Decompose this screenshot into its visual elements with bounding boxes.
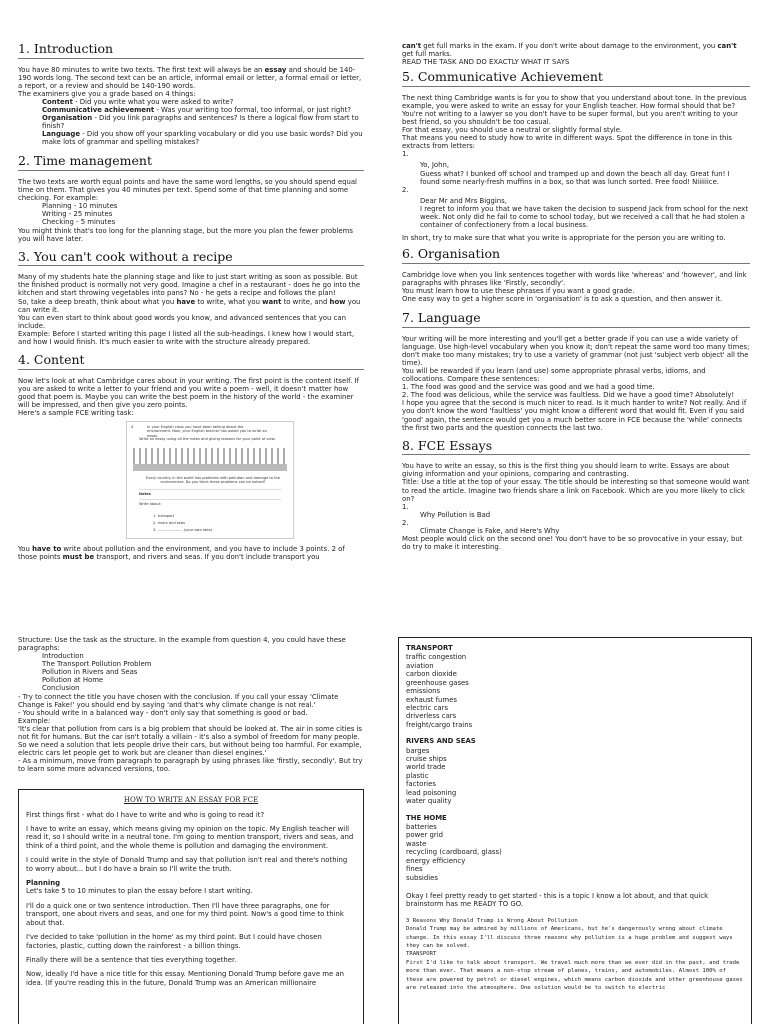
ruled-line <box>139 489 281 490</box>
recipe-section-body <box>18 273 364 346</box>
section-heading-fce-essays: 8. FCE Essays <box>402 439 750 456</box>
list-item: Introduction <box>42 652 84 661</box>
essays-paragraph: You have to write an essay, so this is the first thing you should learn to write. Essays are about giving information and your opinions, comparing and contrasting. <box>402 462 730 479</box>
vocab-item: subsidies <box>406 873 438 882</box>
content-paragraph: Now let's look at what Cambridge cares about in your writing. The first point is the content itself. If you are asked to write a letter to your friend and you write a poem - well, it doesn't matter how good that poem is. Maybe you can write the best poem in the history of the world - the examiner will be impressed, and then give you zero points. <box>18 376 359 409</box>
page2-left-column <box>18 636 364 773</box>
communicative-paragraph: The next thing Cambridge wants is for you to show that you understand about tone. In the previous example, you were asked to write an essay for your English teacher. How formal should that be? You're not writing to a lawyer so you don't have to be super formal, but you aren't writing to your best friend, so you shouldn't be too casual. <box>402 93 747 127</box>
vocab-item: fines <box>406 865 423 874</box>
intro-paragraph: You have 80 minutes to write two texts. The first text will always be an essay and should be 140-190 words long. The second text can be an article, informal email or letter, a formal email or letter, a report, or a review and should be 140-190 words. The examiners give you a grade based on 4 things: <box>18 65 362 98</box>
essay-guide-paragraph: I have to write an essay, which means giving my opinion on the topic. My English teacher will read it, so I should write in a neutral tone. I'm going to mention transport, rivers and seas, and think of a third point, and the whole theme is pollution and damaging the environment. <box>26 824 354 850</box>
task-number: 4 <box>131 425 134 429</box>
content-paragraph: You have to write about pollution and the environment, and you have to include 3 points. 2 of those points must be transport, and rivers and seas. If you don't include transport you <box>18 545 345 562</box>
language-body <box>402 335 750 432</box>
tip-paragraph: - You should write in a balanced way - don't only say that something is good or bad. <box>18 708 308 717</box>
content-continuation: can't get full marks in the exam. If you don't write about damage to the environment, you can't get full marks. READ THE TASK AND DO EXACTLY WHAT IT SAYS <box>402 42 737 67</box>
draft-title: 3 Reasons Why Donald Trump is Wrong About Pollution <box>406 917 578 924</box>
list-item: The Transport Pollution Problem <box>42 660 152 669</box>
paragraph-list <box>18 652 364 692</box>
example-label: Example: <box>18 716 51 725</box>
vocab-heading-rivers-seas: RIVERS AND SEAS <box>406 737 476 746</box>
time-breakdown-list <box>18 202 364 226</box>
task-intro: In your English class you have been talking about the environment. Now, your English teacher has asked you to write an essay. <box>147 425 267 438</box>
section-heading-recipe: 3. You can't cook without a recipe <box>18 250 364 267</box>
communicative-paragraph: In short, try to make sure that what you write is appropriate for the person you are writing to. <box>402 234 726 243</box>
vocab-item: cruise ships <box>406 755 447 764</box>
task-question: Every country in the world has problems with pollution and damage to the environment. Do you think these problems can be solved? <box>145 476 281 485</box>
organisation-paragraph: Cambridge love when you link sentences together with words like 'whereas' and 'however', and link paragraphs with phrases like 'Firstly, secondly'. <box>402 270 747 287</box>
organisation-paragraph: You must learn how to use these phrases if you want a good grade. <box>402 286 635 295</box>
communicative-paragraph: For that essay, you should use a neutral or slightly formal style. <box>402 126 623 135</box>
letter-number: 1. <box>402 150 409 159</box>
tip-paragraph: - Try to connect the title you have chosen with the conclusion. If you call your essay 'Climate Change is Fake!' you should end by saying 'and that's why climate change is not real.' <box>18 692 339 709</box>
vocab-item: emissions <box>406 687 441 696</box>
vocab-item: plastic <box>406 771 429 780</box>
essay-guide-paragraph: I've decided to take 'pollution in the home' as my third point. But I could have chosen factories, plastic, cutting down the rainforest - a billion things. <box>26 933 322 950</box>
vocab-item: exhaust fumes <box>406 695 457 704</box>
list-item: Planning - 10 minutes <box>42 202 118 211</box>
section-heading-introduction: 1. Introduction <box>18 42 364 59</box>
handwritten-draft <box>406 917 744 993</box>
criteria-item: Content - Did you write what you were asked to write? <box>42 97 234 106</box>
language-example: 2. The food was delicious, while the service was faultless. Did we have a good time? Absolutely! <box>402 391 735 400</box>
task-item: 2. rivers and seas <box>153 521 185 525</box>
vocab-item: lead poisoning <box>406 788 457 797</box>
list-item: Conclusion <box>42 684 80 693</box>
criteria-item: Communicative achievement - Was your writing too formal, too informal, or just right? <box>42 106 351 115</box>
recipe-paragraph: You can even start to think about good words you know, and advanced sentences that you can include. <box>18 313 346 330</box>
essay-guide-title: HOW TO WRITE AN ESSAY FOR FCE <box>123 796 259 804</box>
letter-body: I regret to inform you that we have taken the decision to suspend Jack from school for the next week. Not only did he fail to come to school today, but we received a call that he had stolen a container of confectionery from a local business. <box>420 204 749 230</box>
task-write-about: Write about: <box>139 502 162 506</box>
vocab-item: world trade <box>406 763 446 772</box>
tip-paragraph: - As a minimum, move from paragraph to paragraph by using phrases like 'firstly, secondly'. But try to learn some more advanced versions, too. <box>18 757 363 774</box>
vocab-item: factories <box>406 780 436 789</box>
section-heading-language: 7. Language <box>402 311 750 328</box>
vocab-list-transport <box>406 653 744 729</box>
recipe-paragraph: So, take a deep breath, think about what you have to write, what you want to write, and how you can write it. <box>18 297 361 314</box>
notebook-band <box>133 464 287 471</box>
title-option-number: 1. <box>402 502 409 511</box>
list-item: Writing - 25 minutes <box>42 210 113 219</box>
title-option: Climate Change is Fake, and Here's Why <box>420 526 560 535</box>
time-paragraph: The two texts are worth equal points and have the same word lengths, so you should spend equal time on them. That gives you 40 minutes per text. Spend some of that time planning and some checking. For example: <box>18 178 357 203</box>
letter-greeting: Yo, John, <box>420 161 450 170</box>
fce-essays-body <box>402 462 750 551</box>
organisation-paragraph: One easy way to get a higher score in 'organisation' is to ask a question, and then answer it. <box>402 295 723 304</box>
title-option-number: 2. <box>402 518 409 527</box>
communicative-body <box>402 94 750 229</box>
grading-criteria-list <box>18 98 364 146</box>
page1-left-column <box>18 40 364 566</box>
task-item: 1. transport <box>153 514 175 518</box>
draft-paragraph: First I'd like to talk about transport. We travel much more than we ever did in the past, and trade more than ever. That means a non-stop stream of planes, trains, and automobiles. Almost 100% of these are powered by petrol or diesel engines, which means carbon dioxide and other greenhouse gases are released into the atmosphere. One solution would be to switch to electric <box>406 959 743 991</box>
vocab-item: barges <box>406 746 430 755</box>
section-heading-content: 4. Content <box>18 353 364 370</box>
essay-guide-paragraph: Planning Let's take 5 to 10 minutes to plan the essay before I start writing. <box>26 879 253 896</box>
task-notes-label: Notes <box>139 492 151 496</box>
notebook-rings <box>133 448 287 464</box>
vocab-item: traffic congestion <box>406 653 467 662</box>
essay-guide-box <box>18 789 364 1024</box>
language-paragraph: You will be rewarded if you learn (and use) some appropriate phrasal verbs, idioms, and collocations. Compare these sentences: <box>402 367 706 384</box>
section-heading-organisation: 6. Organisation <box>402 247 750 264</box>
language-paragraph: I hope you agree that the second is much nicer to read. Is it much harder to write? Not really. And if you don't know the word 'faultless' you might know a different word that would fit. Even if you said 'good' again, the sentence would get you a much better score in FCE because the 'while' connects the first two parts and the question connects the last two. <box>402 399 747 432</box>
vocab-item: power grid <box>406 831 443 840</box>
vocab-item: driverless cars <box>406 712 457 721</box>
vocab-item: waste <box>406 839 427 848</box>
example-quote: 'It's clear that pollution from cars is a big problem that should be looked at. The air in some cities is not fit for humans. But the car isn't totally a villain - it's also a symbol of freedom for many people. So we need a solution that lets people drive their cars, but without being too harmful. For example, electric cars let people get to work but are cleaner than diesel engines.' <box>18 724 362 758</box>
letter-body: Guess what? I bunked off school and tramped up and down the beach all day. Great fun! I found some nearly-fresh muffins in a box, so that was lunch sorted. Free food! Niiiiiice. <box>420 169 730 186</box>
vocab-heading-home: THE HOME <box>406 813 447 822</box>
section-heading-time-management: 2. Time management <box>18 154 364 171</box>
vocabulary-box <box>398 637 752 1024</box>
letter-number: 2. <box>402 185 409 194</box>
essay-guide-paragraph: I could write in the style of Donald Trump and say that pollution isn't real and there's nothing to worry about... but I do have a brain so I'll write the truth. <box>26 856 348 873</box>
list-item: Checking - 5 minutes <box>42 218 116 227</box>
vocab-heading-transport: TRANSPORT <box>406 644 453 652</box>
list-item: Pollution at Home <box>42 676 104 685</box>
ready-paragraph: Okay I feel pretty ready to get started - this is a topic I know a lot about, and that quick brainstorm has me READY TO GO. <box>406 891 709 909</box>
task-item: 3. ...................... (your own idea) <box>153 528 213 532</box>
communicative-paragraph: That means you need to study how to write in different ways. Spot the difference in tone in this extracts from letters: <box>402 134 732 151</box>
content-paragraph: Here's a sample FCE writing task: <box>18 408 134 417</box>
essay-guide-paragraph: Finally there will be a sentence that ties everything together. <box>26 956 237 965</box>
essays-paragraph: Most people would click on the second one! You don't have to be so provocative in your essay, but do try to make it interesting. <box>402 535 743 552</box>
essay-guide-paragraph: First things first - what do I have to write and who is going to read it? <box>26 810 265 819</box>
vocab-list-rivers-seas <box>406 747 744 806</box>
letter-greeting: Dear Mr and Mrs Biggins, <box>420 196 507 205</box>
sample-task-image <box>126 421 294 539</box>
recipe-paragraph: Example: Before I started writing this page I listed all the sub-headings. I knew how I would start, and how I would finish. It's much easier to write with the structure already prepared. <box>18 329 355 346</box>
criteria-item: Organisation - Did you link paragraphs and sentences? Is there a logical flow from start to finish? <box>42 114 359 131</box>
vocab-list-home <box>406 823 744 882</box>
planning-heading: Planning <box>26 879 61 888</box>
vocab-item: aviation <box>406 661 434 670</box>
essay-guide-paragraph: I'll do a quick one or two sentence introduction. Then I'll have three paragraphs, one for transport, one about rivers and seas, and one for my third point. Now's a good time to think about that. <box>26 901 344 927</box>
vocab-item: batteries <box>406 823 437 832</box>
vocab-item: greenhouse gases <box>406 678 469 687</box>
structure-paragraph: Structure: Use the task as the structure. In the example from question 4, you could have these paragraphs: <box>18 636 346 653</box>
list-item: Pollution in Rivers and Seas <box>42 668 138 677</box>
draft-paragraph: Donald Trump may be admired by millions of Americans, but he's dangerously wrong about climate change. In this essay I'll discuss three reasons why pollution is a huge problem and suggest ways they can be solved. <box>406 926 733 949</box>
recipe-paragraph: Many of my students hate the planning stage and like to just start writing as soon as possible. But the finished product is normally not very good. Imagine a chef in a restaurant - does he go into the kitchen and start throwing vegetables into pans? No - he gets a recipe and follows the plan! <box>18 273 361 298</box>
vocab-item: recycling (cardboard, glass) <box>406 848 502 857</box>
language-example: 1. The food was good and the service was good and we had a good time. <box>402 383 655 392</box>
organisation-body <box>402 271 750 303</box>
page1-right-column <box>402 42 750 551</box>
vocab-item: carbon dioxide <box>406 670 457 679</box>
vocab-item: electric cars <box>406 703 449 712</box>
criteria-item: Language - Did you show off your sparkling vocabulary or did you use basic words? Did you make lots of grammar and spelling mistakes? <box>42 130 363 147</box>
essays-paragraph: Title: Use a title at the top of your essay. The title should be interesting so that someone would want to read the article. Imagine two friends share a link on Facebook. Which are you more likely to click on? <box>402 478 750 503</box>
content-section-body <box>18 377 364 417</box>
essay-guide-paragraph: Now, ideally I'd have a nice title for this essay. Mentioning Donald Trump before gave me an idea. (If you're reading this in the future, Donald Trump was an American millionaire <box>26 970 345 987</box>
vocab-item: energy efficiency <box>406 856 466 865</box>
language-paragraph: Your writing will be more interesting and you'll get a better grade if you can use a wide variety of language. Use high-level vocabulary when you know it; don't repeat the same word too many times; don't make too many mistakes; try to use a variety of grammar (not just 'subject verb object' all the time). <box>402 334 750 367</box>
time-paragraph: You might think that's too long for the planning stage, but the more you plan the fewer problems you will have later. <box>18 226 353 243</box>
task-instruction: Write an essay using all the notes and giving reasons for your point of view. <box>139 437 276 441</box>
vocab-item: water quality <box>406 797 452 806</box>
ruled-line <box>139 499 281 500</box>
vocab-item: freight/cargo trains <box>406 720 473 729</box>
title-option: Why Pollution is Bad <box>420 510 491 519</box>
draft-heading: TRANSPORT <box>406 951 437 958</box>
section-heading-communicative: 5. Communicative Achievement <box>402 70 750 87</box>
